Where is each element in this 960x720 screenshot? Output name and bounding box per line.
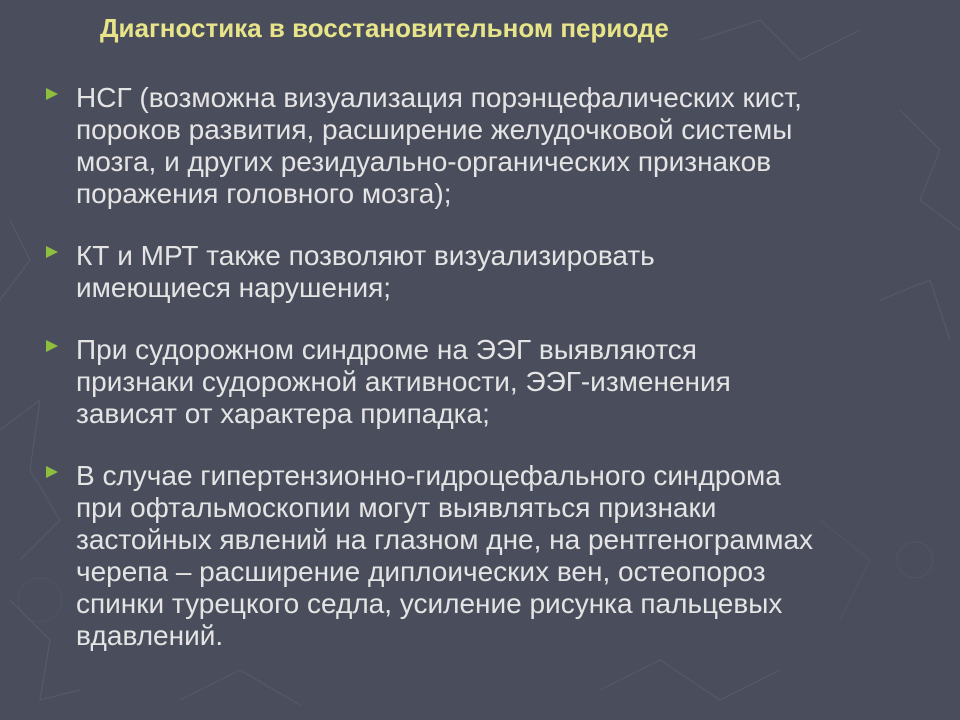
- bullet-list: [46, 82, 926, 682]
- triangle-bullet-icon: [46, 340, 58, 352]
- list-item: [46, 240, 926, 304]
- bullet-text: В случае гипертензионно-гидроцефального синдрома при офтальмоскопии могут выявляться признаки застойных явлений на глазном дне, на рентгенограммах черепа – расширение диплоических вен, остеопороз спинки турецкого седла, усиление рисунка пальцевых вдавлений.: [76, 460, 814, 651]
- triangle-bullet-icon: [46, 466, 58, 478]
- slide-title: Диагностика в восстановительном периоде: [100, 13, 669, 43]
- list-item: [46, 460, 926, 652]
- list-item: [46, 334, 926, 430]
- list-item: [46, 82, 926, 210]
- bullet-text: При судорожном синдроме на ЭЭГ выявляются признаки судорожной активности, ЭЭГ-изменения зависят от характера припадка;: [76, 334, 731, 429]
- triangle-bullet-icon: [46, 88, 58, 100]
- bullet-text: НСГ (возможна визуализация порэнцефалических кист, пороков развития, расширение желудочковой системы мозга, и других резидуально-органических признаков поражения головного мозга);: [76, 82, 802, 209]
- triangle-bullet-icon: [46, 246, 58, 258]
- bullet-text: КТ и МРТ также позволяют визуализировать имеющиеся нарушения;: [76, 240, 655, 303]
